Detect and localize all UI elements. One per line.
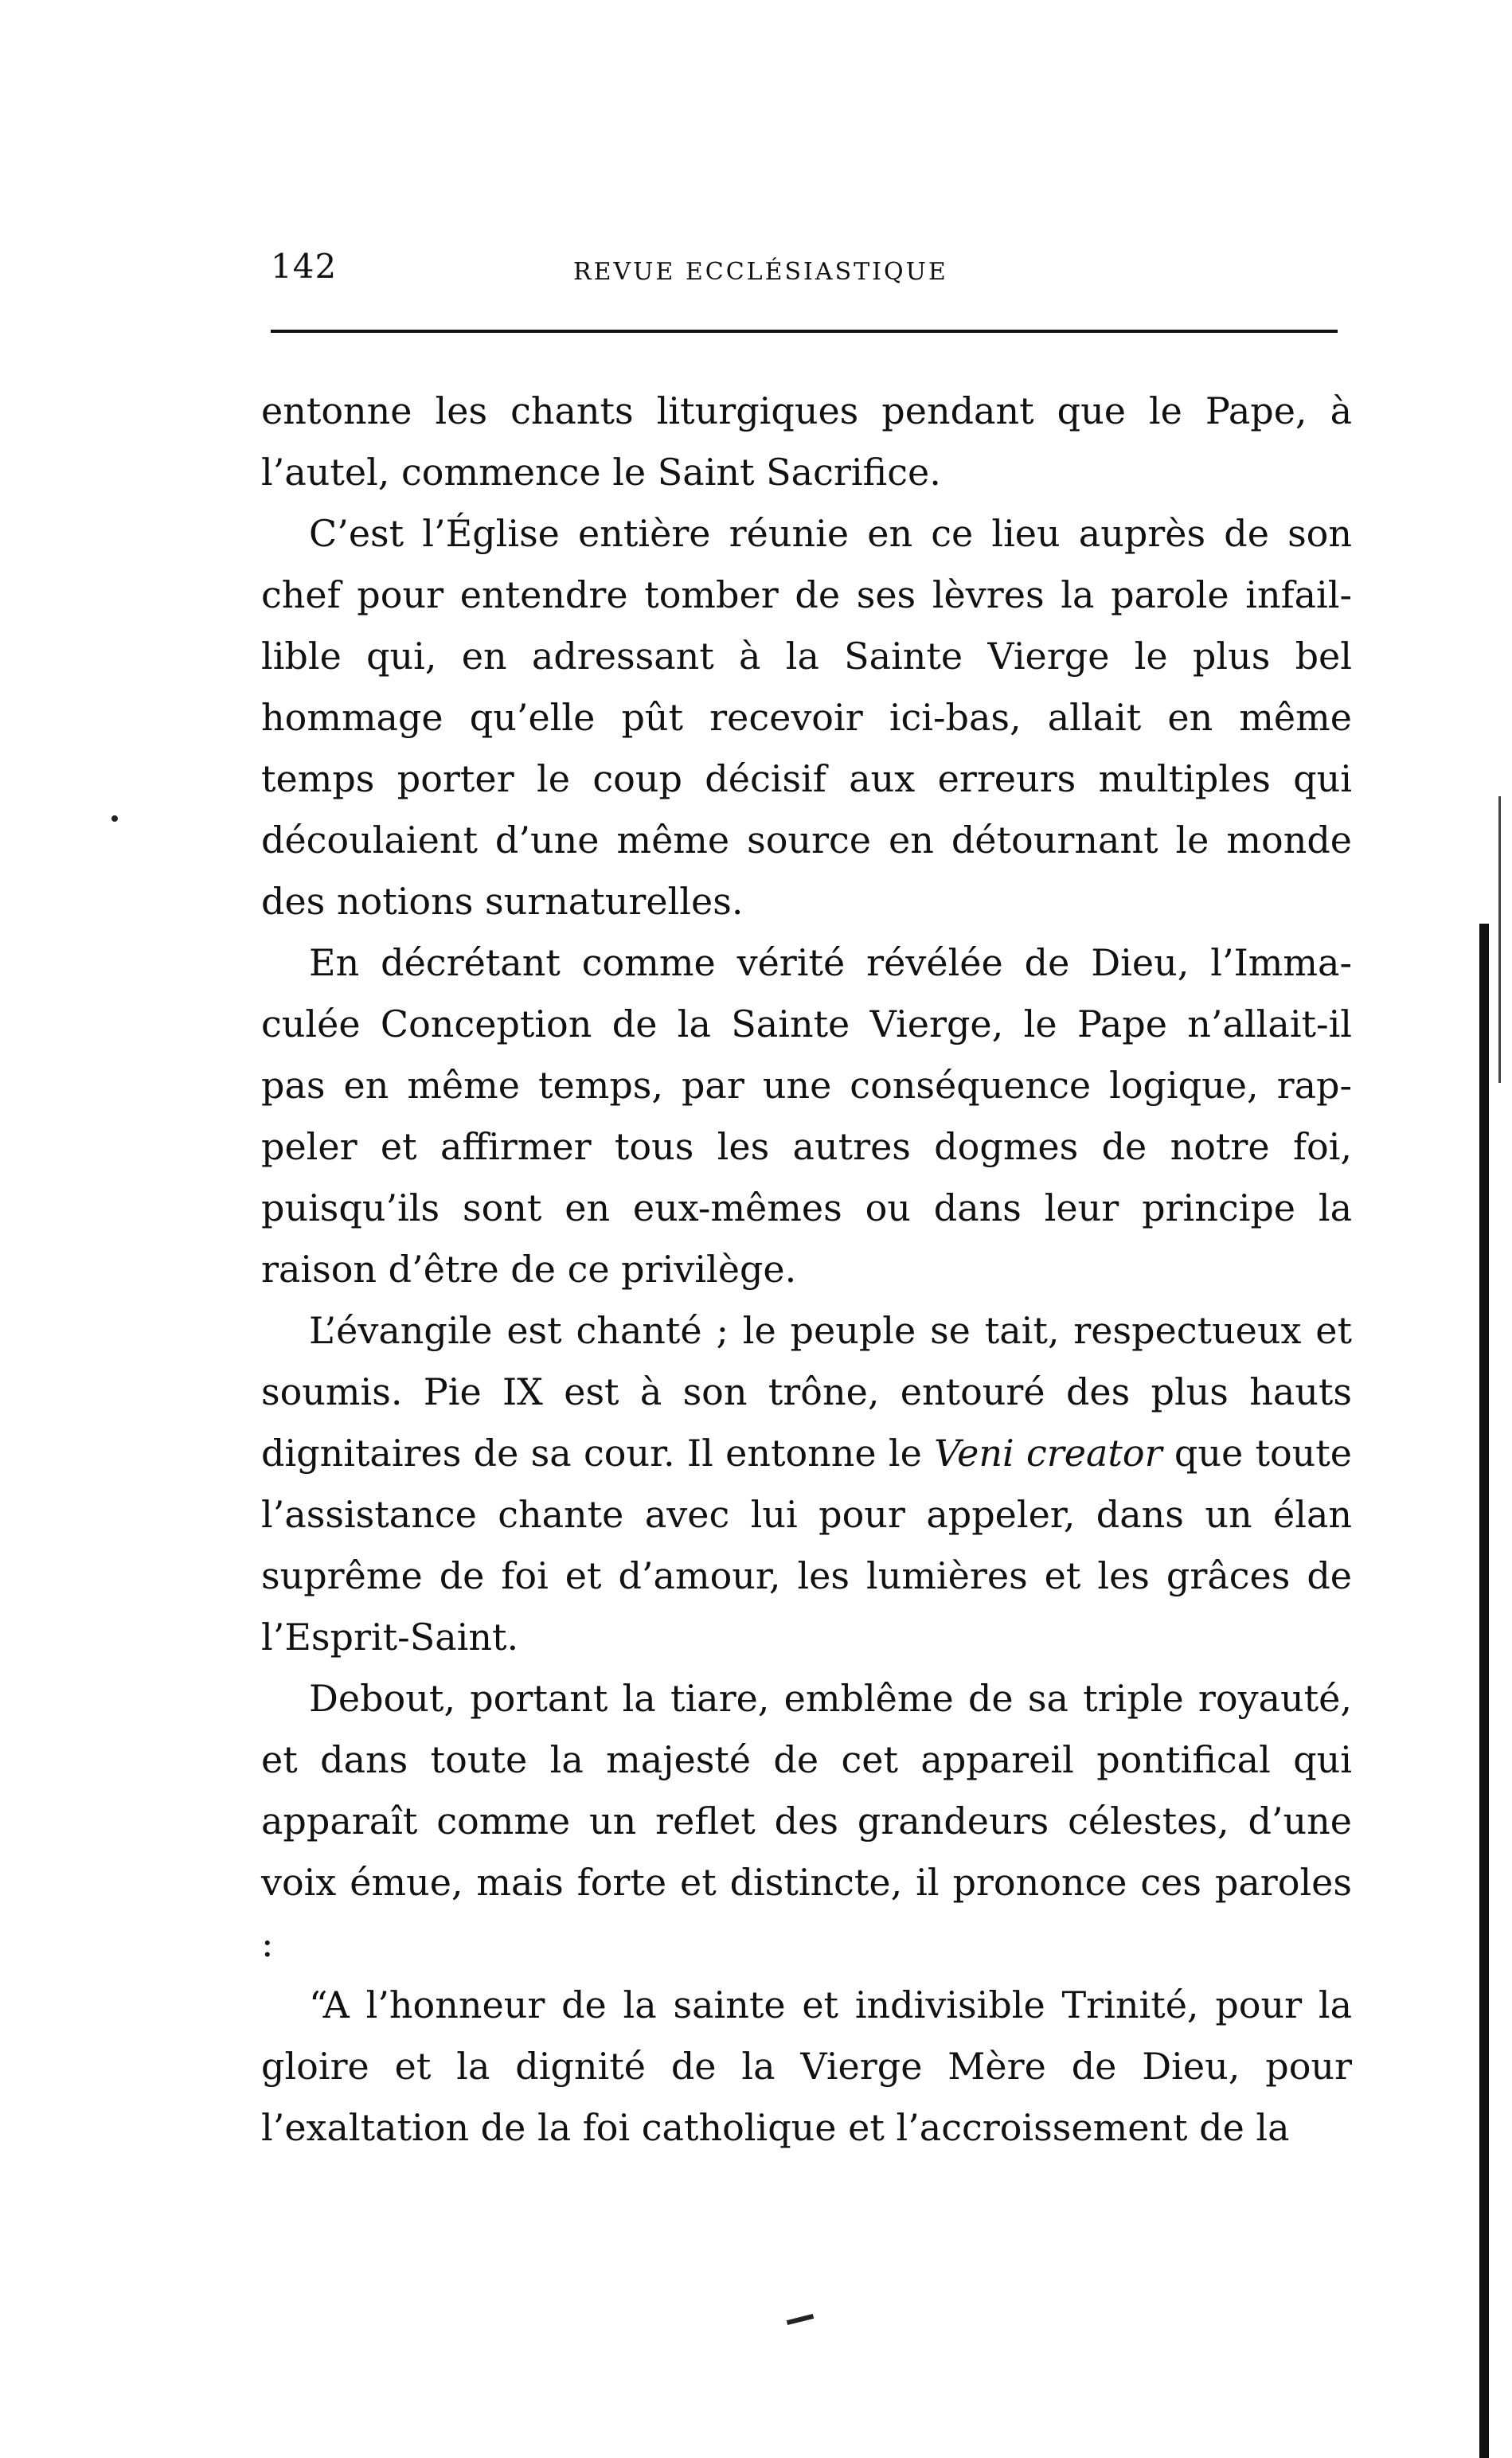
paragraph-1: entonne les chants liturgiques pendant que le Pape, à l’autel, commence le Saint Sacrifice. (261, 389, 1352, 494)
paragraph-4 (261, 1300, 1352, 1668)
paragraph-4-end: que toute l’assistance chante avec lui pour appeler, dans un élan suprême de foi et d’amour, les lumières et les grâces de l’Esprit-Saint. (261, 1432, 1353, 1659)
page-number: 142 (271, 247, 338, 286)
running-title: REVUE ECCLÉSIASTIQUE (573, 258, 948, 286)
paragraph-4-start: L’évangile est chanté ; le peuple se tait, respectueux et soumis. Pie IX est à son trône, entouré des plus hauts dignitaires de sa cour. Il entonne le (261, 1309, 1352, 1475)
page-edge-line (1498, 796, 1501, 1083)
paragraph-3: En décrétant comme vérité révélée de Dieu, l’Immaculée Conception de la Sainte Vierge, le Pape n’allait-il pas en même temps, par une conséquence logique, rappeler et affirmer tous les autres dogmes de notre foi, puisqu’ils sont en eux-mêmes ou dans leur principe la raison d’être de ce privilège. (261, 941, 1352, 1291)
header-rule (271, 330, 1338, 333)
footer-mark (787, 2314, 814, 2325)
paragraph-6-quote: “A l’honneur de la sainte et indivisible Trinité, pour la gloire et la dignité de la Vierge Mère de Dieu, pour l’exaltation de la foi catholique et l’accroissement de la (261, 1983, 1352, 2149)
margin-speck (111, 815, 118, 822)
paragraph-5: Debout, portant la tiare, emblême de sa triple royauté, et dans toute la majesté de cet appareil pontifical qui apparaît comme un reflet des grandeurs célestes, d’une voix émue, mais forte et distincte, il prononce ces paroles : (261, 1677, 1352, 1965)
body-text (261, 381, 1352, 2159)
page-edge-shadow (1479, 924, 1489, 2458)
paragraph-2: C’est l’Église entière réunie en ce lieu auprès de son chef pour entendre tomber de ses lèvres la parole infaillible qui, en adressant à la Sainte Vierge le plus bel hommage qu’elle pût recevoir ici-bas, allait en même temps porter le coup décisif aux erreurs multiples qui découlaient d’une même source en détournant le monde des notions surnaturelles. (261, 512, 1352, 923)
page-header (263, 239, 1377, 303)
hymn-title: Veni creator (934, 1432, 1162, 1475)
